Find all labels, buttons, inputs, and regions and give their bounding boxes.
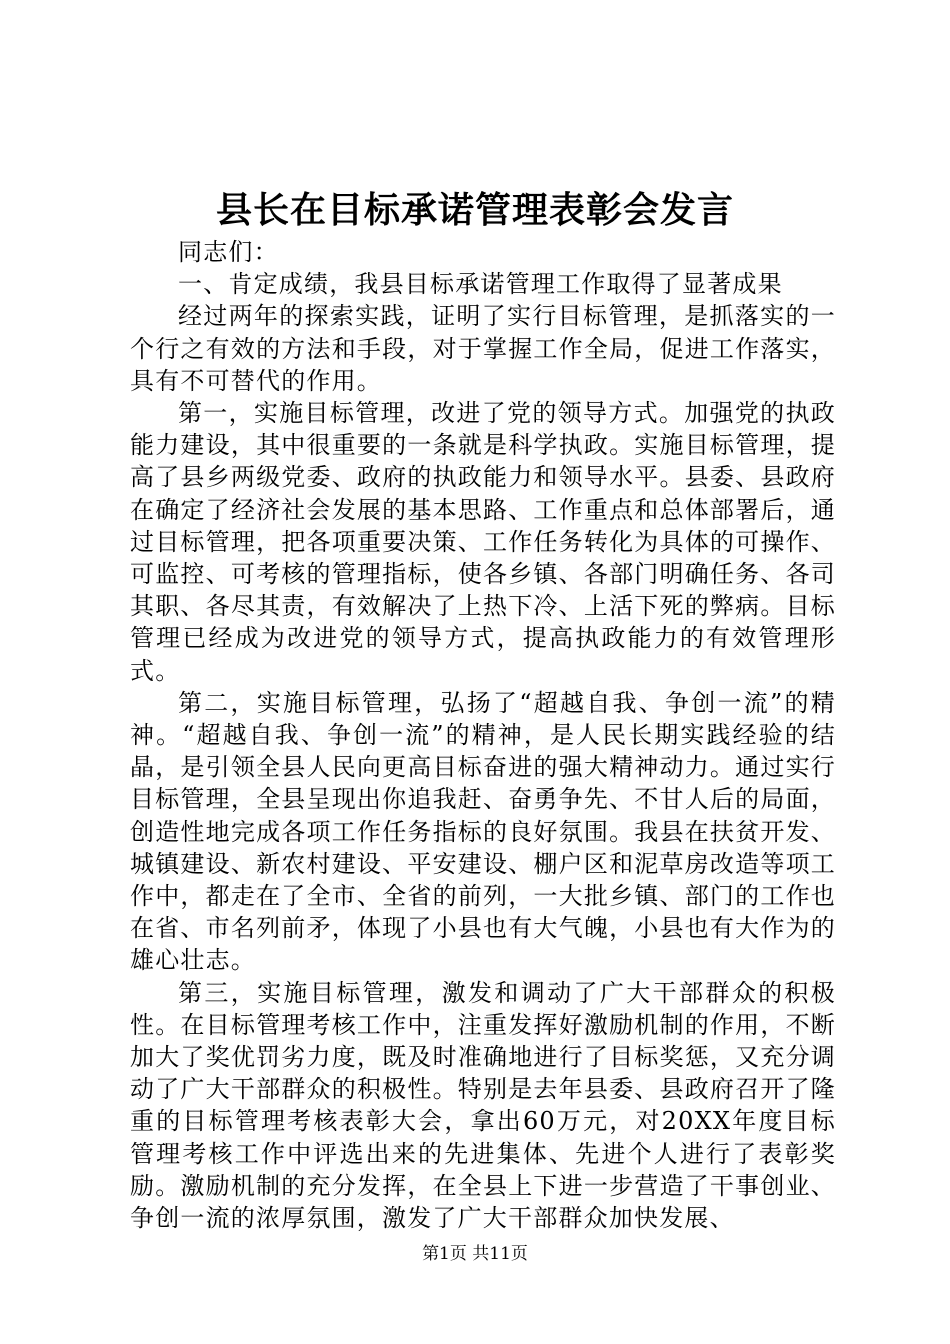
page-number-footer: 第1页 共11页 <box>422 1244 528 1264</box>
paragraph-salutation: 同志们： <box>178 238 279 266</box>
document-title: 县长在目标承诺管理表彰会发言 <box>215 189 734 231</box>
paragraph-third-point: 第三，实施目标管理，激发和调动了广大干部群众的积极性。在目标管理考核工作中，注重发挥好激励机制的作用，不断加大了奖优罚劣力度，既及时准确地进行了目标奖惩，又充分调动了广大干部群众的积极性。特别是去年县委、县政府召开了隆重的目标管理考核表彰大会，拿出60万元，对20XX年度目标管理考核工作中评选出来的先进集体、先进个人进行了表彰奖励。激励机制的充分发挥，在全县上下进一步营造了干事创业、争创一流的浓厚氛围，激发了广大干部群众加快发展、 <box>130 978 836 1233</box>
paragraph-first-point: 第一，实施目标管理，改进了党的领导方式。加强党的执政能力建设，其中很重要的一条就是科学执政。实施目标管理，提高了县乡两级党委、政府的执政能力和领导水平。县委、县政府在确定了经济社会发展的基本思路、工作重点和总体部署后，通过目标管理，把各项重要决策、工作任务转化为具体的可操作、可监控、可考核的管理指标，使各乡镇、各部门明确任务、各司其职、各尽其责，有效解决了上热下冷、上活下死的弊病。目标管理已经成为改进党的领导方式，提高执政能力的有效管理形式。 <box>130 399 836 685</box>
document-body <box>130 236 836 1234</box>
paragraph-intro: 经过两年的探索实践，证明了实行目标管理，是抓落实的一个行之有效的方法和手段，对于掌握工作全局，促进工作落实，具有不可替代的作用。 <box>130 302 836 395</box>
paragraph-section-heading: 一、肯定成绩，我县目标承诺管理工作取得了显著成果 <box>178 270 783 299</box>
paragraph-second-point: 第二，实施目标管理，弘扬了“超越自我、争创一流”的精神。“超越自我、争创一流”的精神，是人民长期实践经验的结晶，是引领全县人民向更高目标奋进的强大精神动力。通过实行目标管理，全县呈现出你追我赶、奋勇争先、不甘人后的局面，创造性地完成各项工作任务指标的良好氛围。我县在扶贫开发、城镇建设、新农村建设、平安建设、棚户区和泥草房改造等项工作中，都走在了全市、全省的前列，一大批乡镇、部门的工作也在省、市名列前矛，体现了小县也有大气魄，小县也有大作为的雄心壮志。 <box>130 688 836 975</box>
